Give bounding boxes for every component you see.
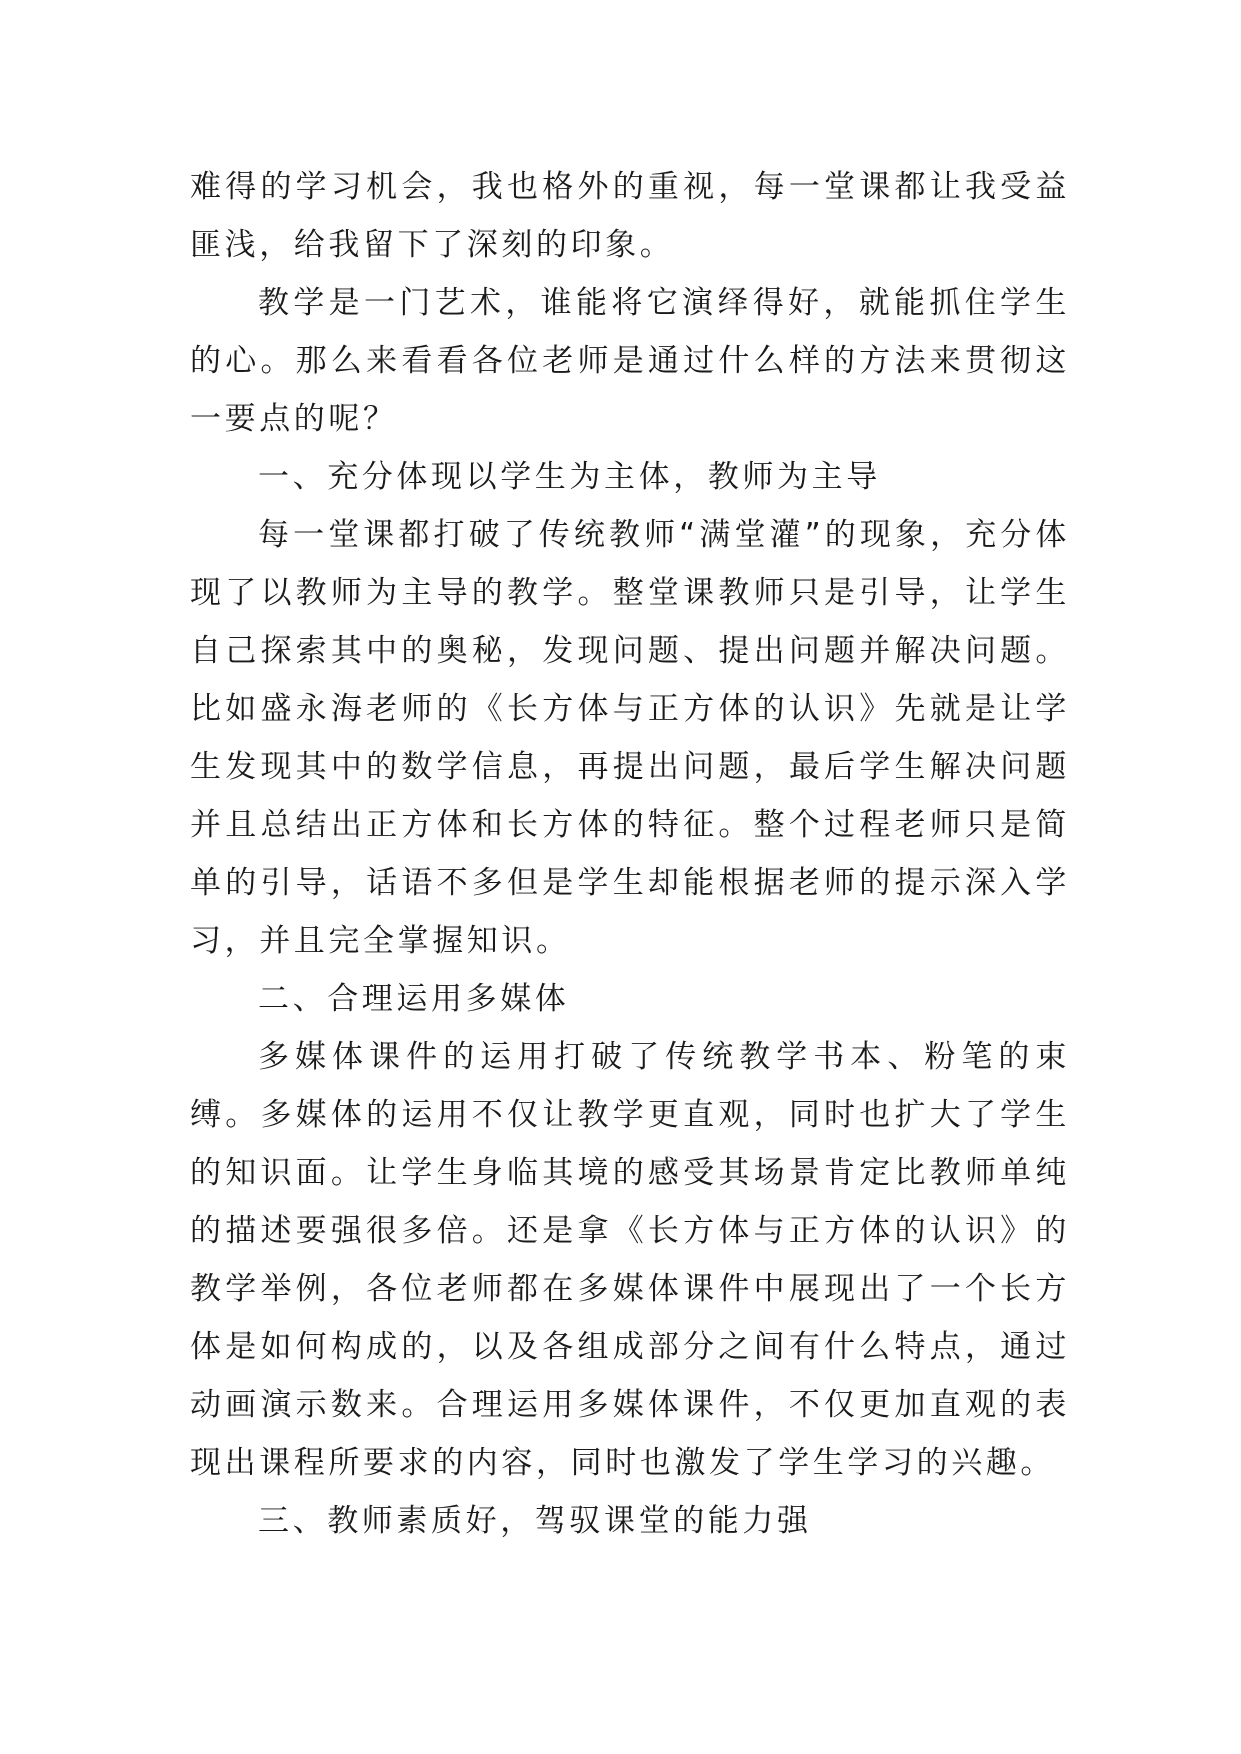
section-heading: 二、合理运用多媒体: [258, 981, 570, 1017]
body-paragraph: 难得的学习机会，我也格外的重视，每一堂课都让我受益匪浅，给我留下了深刻的印象。: [190, 169, 1070, 263]
section-heading: 一、充分体现以学生为主体，教师为主导: [258, 459, 881, 495]
body-paragraph: 教学是一门艺术，谁能将它演绎得好，就能抓住学生的心。那么来看看各位老师是通过什么样的方法来贯彻这一要点的呢？: [190, 285, 1070, 437]
document-body: [190, 158, 1070, 1550]
body-paragraph: 多媒体课件的运用打破了传统教学书本、粉笔的束缚。多媒体的运用不仅让教学更直观，同时也扩大了学生的知识面。让学生身临其境的感受其场景肯定比教师单纯的描述要强很多倍。还是拿《长方体与正方体的认识》的教学举例，各位老师都在多媒体课件中展现出了一个长方体是如何构成的，以及各组成部分之间有什么特点，通过动画演示数来。合理运用多媒体课件，不仅更加直观的表现出课程所要求的内容，同时也激发了学生学习的兴趣。: [190, 1039, 1070, 1481]
body-paragraph: 每一堂课都打破了传统教师“满堂灌”的现象，充分体现了以教师为主导的教学。整堂课教师只是引导，让学生自己探索其中的奥秘，发现问题、提出问题并解决问题。比如盛永海老师的《长方体与正方体的认识》先就是让学生发现其中的数学信息，再提出问题，最后学生解决问题并且总结出正方体和长方体的特征。整个过程老师只是简单的引导，话语不多但是学生却能根据老师的提示深入学习，并且完全掌握知识。: [190, 517, 1070, 959]
section-heading: 三、教师素质好，驾驭课堂的能力强: [258, 1503, 812, 1539]
